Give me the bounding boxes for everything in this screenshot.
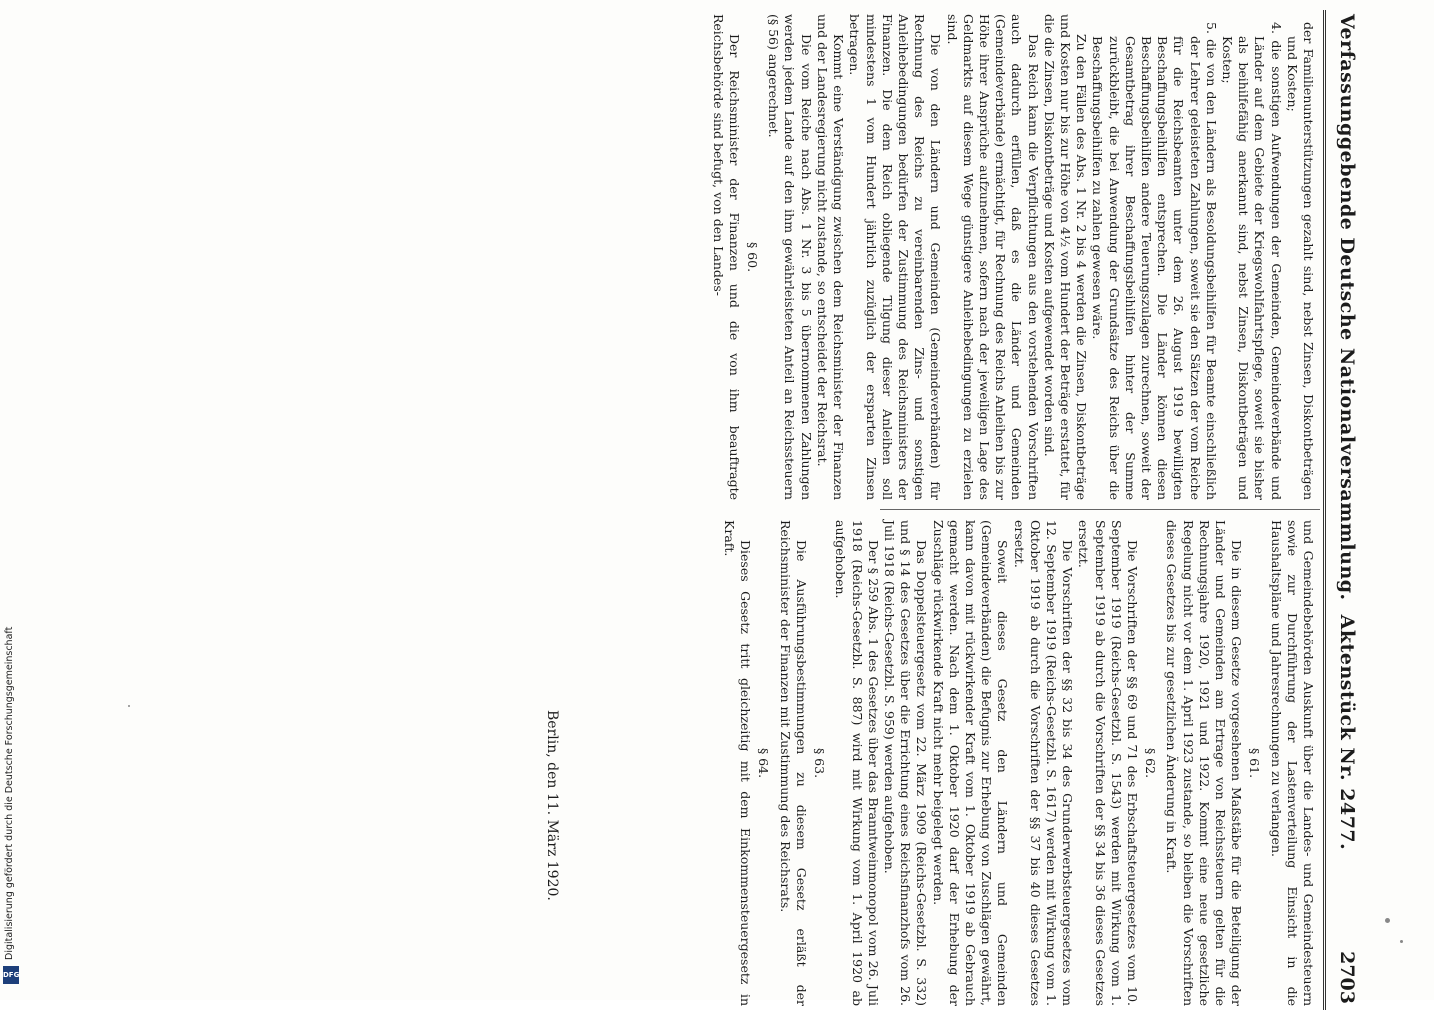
text-paragraph: Die Vorschriften der §§ 69 und 71 des Erbschaftsteuergesetzes vom 10. September 1919 (Reichs-Gesetzbl. S. 1543) werden mit Wirkung vom 1. September 1919 ab durch die Vorschriften der §§ 34 bis 36 dieses Gesetzes ersetzt. — [1076, 520, 1140, 1006]
page-header — [1323, 10, 1360, 1010]
document-number: Aktenstück Nr. 2477. — [1336, 614, 1358, 851]
text-paragraph: Dieses Gesetz tritt gleichzeitig mit dem Einkommensteuergesetz in Kraft. — [722, 520, 754, 1006]
section-heading: § 64. — [756, 747, 772, 779]
page-number: 2703 — [1336, 951, 1358, 1004]
section-heading: § 63. — [812, 747, 828, 779]
assembly-title: Verfassunggebende Deutsche Nationalversammlung. — [1336, 14, 1358, 601]
section-heading: § 60. — [745, 241, 761, 273]
text-paragraph: Der Reichsminister der Finanzen und die von ihm beauftragte Reichsbehörde sind befugt, von den Landes- — [710, 14, 742, 500]
digitization-note: Digitalisierung gefördert durch die Deutsche Forschungsgemeinschaft — [4, 626, 15, 960]
text-paragraph: Die von den Ländern und Gemeinden (Gemeindeverbänden) für Rechnung des Reichs zu vereinbarenden Zins- und sonstigen Anleihebedingungen bedürfen der Zustimmung des Reichsministers der Finanzen. Die dem Reich obliegende Tilgung dieser Anleihen soll mindestens 1 vom Hundert jährlich zuzüglich der ersparten Zinsen betragen. — [847, 14, 944, 500]
scan-speck — [1385, 918, 1390, 923]
signature-line: Berlin, den 11. März 1920. — [544, 710, 560, 901]
text-paragraph: Die Vorschriften der §§ 32 bis 34 des Grunderwerbsteuergesetzes vom 12. September 1919 (Reichs-Gesetzbl. S. 1617) werden mit Wirkung vom 1. Oktober 1919 ab durch die Vorschriften der §§ 37 bis 40 dieses Gesetzes ersetzt. — [1011, 520, 1076, 1006]
column-divider — [880, 509, 1320, 510]
text-paragraph: Die in diesem Gesetze vorgesehenen Maßstäbe für die Beteiligung der Länder und Gemeinden am Ertrage von Reichssteuern gelten für die Rechnungsjahre 1920, 1921 und 1922. Kommt eine neue gesetzliche Regelung nicht vor dem 1. April 1923 zustande, so bleiben die Vorschriften dieses Gesetzes bis zur gesetzlichen Änderung in Kraft. — [1164, 520, 1245, 1006]
text-paragraph: Der § 259 Abs. 1 des Gesetzes über das Branntweinmonopol vom 26. Juli 1918 (Reichs-Gesetzbl. S. 887) wird mit Wirkung vom 1. April 1920 ab aufgehoben. — [833, 520, 881, 1006]
running-title — [1336, 10, 1358, 1010]
digitization-footer — [0, 0, 24, 1000]
text-paragraph: Das Doppelsteuergesetz vom 22. März 1909 (Reichs-Gesetzbl. S. 332) und § 14 des Gesetzes über die Errichtung eines Reichsfinanzhofs vom 26. Juli 1918 (Reichs-Gesetzbl. S. 959) werden aufgehoben. — [881, 520, 930, 1006]
text-paragraph: Zu den Fällen des Abs. 1 Nr. 2 bis 4 werden die Zinsen, Diskontbeträge und Kosten nur bis zur Höhe von 4½ vom Hundert der Beträge erstattet, für die die Zinsen, Diskontbeträge und Kosten aufgewendet worden sind. — [1041, 14, 1090, 500]
right-text-column — [721, 520, 1316, 1006]
text-paragraph: Die vom Reiche nach Abs. 1 Nr. 3 bis 5 übernommenen Zahlungen werden jedem Lande auf den ihm gewährleisteten Anteil an Reichssteuern (§ 56) angerechnet. — [766, 14, 814, 500]
scan-speck — [128, 705, 130, 707]
text-paragraph: der Familienunterstützungen gezahlt sind, nebst Zinsen, Diskontbeträgen und Kosten; — [1284, 22, 1316, 500]
text-paragraph: Kommt eine Verständigung zwischen dem Reichsminister der Finanzen und der Landesregierung nicht zustande, so entscheidet der Reichsrat. — [814, 14, 847, 500]
rotated-document-page — [470, 10, 1360, 1010]
section-heading: § 62. — [1143, 747, 1159, 779]
text-paragraph: 4. die sonstigen Aufwendungen der Gemeinden, Gemeindeverbände und Länder auf dem Gebiete der Kriegswohlfahrtspflege, soweit sie bisher als beihilfefähig anerkannt sind, nebst Zinsen, Diskontbeträgen und Kosten; — [1219, 22, 1284, 500]
text-paragraph: 5. die von den Ländern als Besoldungsbeihilfen für Beamte einschließlich der Lehrer geleisteten Zahlungen, soweit sie den Sätzen der vom Reiche für die Reichsbeamten unter dem 26. August 1919 bewilligten Beschaffungsbeihilfen entsprechen. Die Länder können diesen Beschaffungsbeihilfen andere Teuerungszulagen zurechnen, soweit der Gesamtbetrag ihrer Beschaffungsbeihilfen hinter der Summe zurückbleibt, die bei Anwendung der Grundsätze des Reichs über die Beschaffungsbeihilfen zu zahlen gewesen wäre. — [1090, 22, 1219, 500]
dfg-logo: DFG — [3, 966, 19, 984]
section-heading: § 61. — [1247, 747, 1263, 779]
text-paragraph: Das Reich kann die Verpflichtungen aus den vorstehenden Vorschriften auch dadurch erfüllen, daß es die Länder und Gemeinden (Gemeindeverbände) ermächtigt, für Rechnung des Reichs Anleihen bis zur Höhe ihrer Ansprüche aufzunehmen, sofern nach der jeweiligen Lage des Geldmarkts auf diesem Wege günstigere Anleihebedingungen zu erzielen sind. — [944, 14, 1041, 500]
scan-speck — [1400, 940, 1403, 943]
left-text-column — [709, 14, 1316, 500]
text-paragraph: Soweit dieses Gesetz den Ländern und Gemeinden (Gemeindeverbänden) die Befugnis zur Erhebung von Zuschlägen gewährt, kann davon mit rückwirkender Kraft vom 1. Oktober 1919 ab Gebrauch gemacht werden. Nach dem 1. Oktober 1920 darf der Erhebung der Zuschläge rückwirkende Kraft nicht mehr beigelegt werden. — [930, 520, 1011, 1006]
text-paragraph: und Gemeindebehörden Auskunft über die Landes- und Gemeindesteuern sowie zur Durchführung der Lastenverteilung Einsicht in die Haushaltspläne und Jahresrechnungen zu verlangen. — [1268, 520, 1316, 1006]
text-paragraph: Die Ausführungsbestimmungen zu diesem Gesetz erläßt der Reichsminister der Finanzen mit Zustimmung des Reichsrats. — [777, 520, 809, 1006]
